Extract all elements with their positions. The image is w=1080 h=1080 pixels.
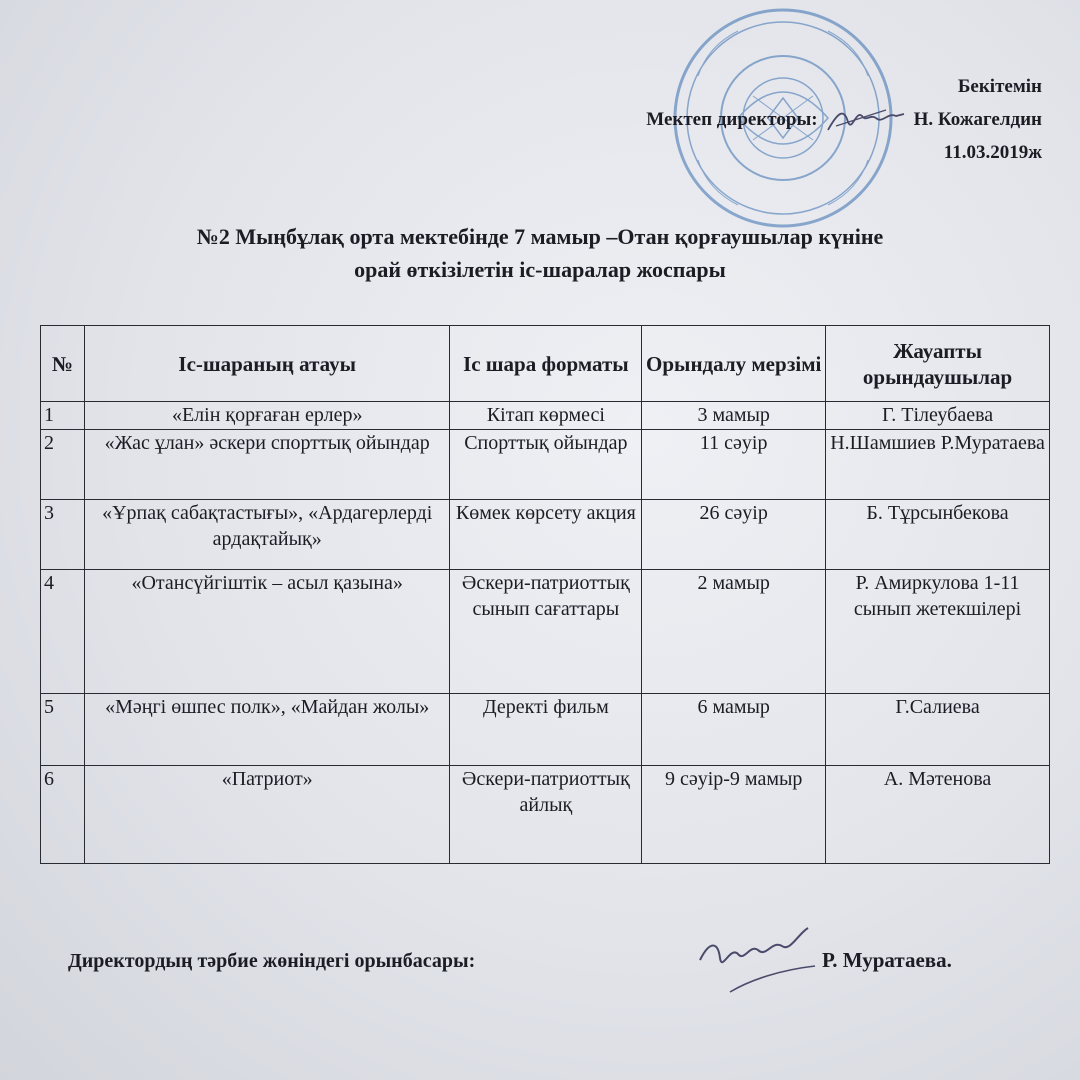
approval-role: Мектеп директоры: [646,109,818,130]
row-date: 11 сәуір [642,430,826,500]
table-row [41,694,1050,766]
row-date: 2 мамыр [642,570,826,694]
title-line-1: №2 Мыңбұлақ орта мектебінде 7 мамыр –Отан қорғаушылар күніне [196,224,884,249]
header-date: Орындалу мерзімі [642,326,826,402]
director-signature [826,102,906,138]
row-responsible: Н.Шамшиев Р.Муратаева [826,430,1050,500]
table-row [41,402,1050,430]
row-number: 2 [41,430,85,500]
row-date: 26 сәуір [642,500,826,570]
header-format: Іс шара форматы [450,326,642,402]
header-event-name: Іс-шараның атауы [84,326,450,402]
row-number: 4 [41,570,85,694]
title-line-2: орай өткізілетін іс-шаралар жоспары [354,257,726,282]
row-responsible: Б. Тұрсынбекова [826,500,1050,570]
row-format: Спорттық ойындар [450,430,642,500]
row-event-name: «Мәңгі өшпес полк», «Майдан жолы» [84,694,450,766]
deputy-role: Директордың тәрбие жөніндегі орынбасары: [68,950,476,972]
deputy-name: Р. Муратаева. [822,948,952,972]
row-date: 9 сәуір-9 мамыр [642,766,826,864]
row-event-name: «Отансүйгіштік – асыл қазына» [84,570,450,694]
approval-signature-row [646,102,1042,138]
row-responsible: Г. Тілеубаева [826,402,1050,430]
row-event-name: «Ұрпақ сабақтастығы», «Ардагерлерді ардақтайық» [84,500,450,570]
header-responsible: Жауапты орындаушылар [826,326,1050,402]
document-title [60,220,1020,286]
row-responsible: Р. Амиркулова 1-11 сынып жетекшілері [826,570,1050,694]
row-number: 1 [41,402,85,430]
row-event-name: «Патриот» [84,766,450,864]
row-format: Көмек көрсету акция [450,500,642,570]
row-event-name: «Жас ұлан» әскери спорттық ойындар [84,430,450,500]
row-event-name: «Елін қорғаған ерлер» [84,402,450,430]
approval-date: 11.03.2019ж [943,142,1042,163]
row-date: 3 мамыр [642,402,826,430]
approval-label: Бекітемін [957,76,1042,97]
row-format: Әскери-патриоттық сынып сағаттары [450,570,642,694]
events-plan-table [40,325,1050,864]
row-responsible: Г.Салиева [826,694,1050,766]
row-responsible: А. Мәтенова [826,766,1050,864]
table-header-row [41,326,1050,402]
row-number: 5 [41,694,85,766]
row-date: 6 мамыр [642,694,826,766]
row-format: Кітап көрмесі [450,402,642,430]
table-row [41,500,1050,570]
table-row [41,766,1050,864]
deputy-signature [690,920,820,1000]
row-format: Деректі фильм [450,694,642,766]
table-row [41,570,1050,694]
row-number: 3 [41,500,85,570]
header-number: № [41,326,85,402]
approval-block [646,72,1042,168]
approval-name: Н. Кожагелдин [913,109,1042,130]
row-number: 6 [41,766,85,864]
row-format: Әскери-патриоттық айлық [450,766,642,864]
table-row [41,430,1050,500]
